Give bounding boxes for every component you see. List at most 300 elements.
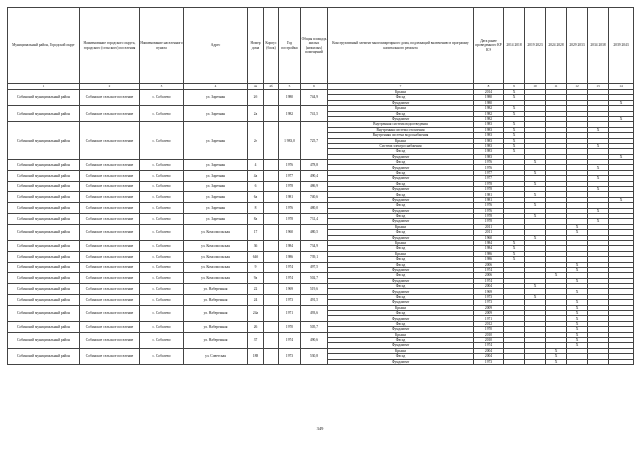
column-header: Номер дома	[248, 8, 264, 84]
period-cell: X	[546, 354, 567, 359]
house-house-cell: 9	[248, 262, 264, 273]
house-area-cell: 491,5	[301, 294, 328, 305]
period-cell: X	[567, 300, 588, 305]
house-block-cell	[264, 181, 279, 192]
element-name-cell: Крыша	[328, 240, 474, 245]
house-settlement-cell: Собинское сельское поселение	[80, 160, 140, 171]
repair-date-cell: 1973	[474, 359, 504, 364]
period-cell: X	[504, 257, 525, 262]
period-cell	[525, 359, 546, 364]
house-area-cell: 480,5	[301, 224, 328, 240]
column-number: 8	[474, 84, 504, 90]
house-block-cell	[264, 192, 279, 203]
column-number: 10	[525, 84, 546, 90]
house-settlement-cell: Собинское сельское поселение	[80, 181, 140, 192]
element-name-cell: Крыша	[328, 332, 474, 337]
header-row	[8, 8, 634, 84]
house-year-cell: 1986	[279, 251, 301, 262]
house-block-cell	[264, 321, 279, 332]
element-name-cell: Фундамент	[328, 154, 474, 159]
house-house-cell: 22	[248, 284, 264, 295]
period-cell: X	[525, 235, 546, 240]
house-settlement-cell: Собинское сельское поселение	[80, 90, 140, 106]
period-cell: X	[609, 154, 634, 159]
repair-date-cell: 1971	[474, 316, 504, 321]
element-name-cell: Фундамент	[328, 359, 474, 364]
house-block-cell	[264, 90, 279, 106]
house-street-cell: ул. Заречная	[184, 106, 248, 122]
repair-date-cell: 1983	[474, 149, 504, 154]
house-settlement-cell: Собинское сельское поселение	[80, 321, 140, 332]
element-name-cell: Фундамент	[328, 300, 474, 305]
house-block-cell	[264, 240, 279, 251]
element-name-cell: Фасад	[328, 246, 474, 251]
house-locality-cell: с. Соболево	[140, 294, 184, 305]
house-area-cell: 734,9	[301, 240, 328, 251]
element-name-cell: Внутренняя система водоотведения	[328, 122, 474, 127]
house-street-cell: ул. Заречная	[184, 192, 248, 203]
element-name-cell: Фасад	[328, 181, 474, 186]
period-cell: X	[588, 143, 609, 148]
house-year-cell: 1980	[279, 90, 301, 106]
house-house-cell: 6а	[248, 192, 264, 203]
house-block-cell	[264, 213, 279, 224]
house-house-cell: 64б	[248, 251, 264, 262]
repair-date-cell: 1983	[474, 154, 504, 159]
repair-date-cell: 1970	[474, 327, 504, 332]
house-block-cell	[264, 348, 279, 364]
column-number: 7	[328, 84, 474, 90]
element-name-cell: Фасад	[328, 337, 474, 342]
house-area-cell: 519,6	[301, 284, 328, 295]
column-number: 9	[504, 84, 525, 90]
repair-date-cell: 2006	[474, 273, 504, 278]
house-area-cell: 740,6	[301, 192, 328, 203]
table-body	[8, 84, 634, 365]
period-cell	[567, 359, 588, 364]
house-year-cell: 1984	[279, 240, 301, 251]
house-settlement-cell: Собинское сельское поселение	[80, 106, 140, 122]
repair-date-cell: 2011	[474, 230, 504, 235]
repair-date-cell: 1982	[474, 111, 504, 116]
house-district-cell: Собинский муниципальный район	[8, 170, 80, 181]
house-block-cell	[264, 305, 279, 321]
period-cell: X	[567, 224, 588, 229]
repair-date-cell: 1973	[474, 294, 504, 299]
house-year-cell: 1969	[279, 284, 301, 295]
house-area-cell: 478,8	[301, 160, 328, 171]
period-cell	[609, 359, 634, 364]
repair-date-cell: 1978	[474, 219, 504, 224]
column-number: 11	[546, 84, 567, 90]
column-header: 2034 2038	[588, 8, 609, 84]
house-district-cell: Собинский муниципальный район	[8, 106, 80, 122]
house-settlement-cell: Собинское сельское поселение	[80, 294, 140, 305]
house-block-cell	[264, 273, 279, 284]
element-name-cell: Фундамент	[328, 327, 474, 332]
house-street-cell: ул. Комсомольская	[184, 262, 248, 273]
house-locality-cell: с. Соболево	[140, 106, 184, 122]
element-name-cell: Фасад	[328, 160, 474, 165]
column-header: 2014 2018	[504, 8, 525, 84]
period-cell: X	[525, 160, 546, 165]
house-district-cell: Собинский муниципальный район	[8, 262, 80, 273]
house-settlement-cell: Собинское сельское поселение	[80, 332, 140, 348]
period-cell: X	[504, 90, 525, 95]
house-locality-cell: с. Соболево	[140, 181, 184, 192]
house-house-cell: 188	[248, 348, 264, 364]
period-cell: X	[588, 208, 609, 213]
house-locality-cell: с. Соболево	[140, 284, 184, 295]
house-street-cell: ул. Заречная	[184, 160, 248, 171]
repair-date-cell: 1978	[474, 181, 504, 186]
column-header: Конструктивный элемент многоквартирного дома, подлежащий включению в программу капитального ремонта	[328, 8, 474, 84]
house-settlement-cell: Собинское сельское поселение	[80, 192, 140, 203]
repair-date-cell: 1983	[474, 143, 504, 148]
house-area-cell: 480,0	[301, 203, 328, 214]
house-year-cell: 1978	[279, 181, 301, 192]
element-name-cell: Фундамент	[328, 165, 474, 170]
period-cell: X	[504, 251, 525, 256]
house-street-cell: ул. Набережная	[184, 284, 248, 295]
column-number: 12	[567, 84, 588, 90]
house-block-cell	[264, 203, 279, 214]
house-street-cell: ул. Заречная	[184, 122, 248, 160]
column-number: 5	[279, 84, 301, 90]
house-locality-cell: с. Соболево	[140, 262, 184, 273]
page-number: 349	[316, 426, 324, 431]
period-cell: X	[525, 203, 546, 208]
element-name-cell: Фундамент	[328, 343, 474, 348]
house-house-cell: 8	[248, 203, 264, 214]
period-cell: X	[567, 311, 588, 316]
element-name-cell: Фасад	[328, 149, 474, 154]
period-cell: X	[567, 327, 588, 332]
repair-date-cell: 1974	[474, 343, 504, 348]
repair-date-cell: 1983	[474, 138, 504, 143]
period-cell: X	[504, 133, 525, 138]
house-settlement-cell: Собинское сельское поселение	[80, 251, 140, 262]
house-area-cell: 502,7	[301, 273, 328, 284]
period-cell: X	[525, 294, 546, 299]
house-house-cell: 17	[248, 224, 264, 240]
house-district-cell: Собинский муниципальный район	[8, 305, 80, 321]
repair-date-cell: 1983	[474, 127, 504, 132]
period-cell: X	[504, 246, 525, 251]
house-year-cell: 1970	[279, 321, 301, 332]
element-name-cell: Фундамент	[328, 267, 474, 272]
house-area-cell: 741,5	[301, 106, 328, 122]
house-district-cell: Собинский муниципальный район	[8, 213, 80, 224]
house-district-cell: Собинский муниципальный район	[8, 160, 80, 171]
repair-date-cell: 2010	[474, 332, 504, 337]
column-header: Адрес	[184, 8, 248, 84]
period-cell: X	[504, 143, 525, 148]
house-area-cell: 725,7	[301, 122, 328, 160]
element-name-cell: Фасад	[328, 192, 474, 197]
repair-date-cell: 2012	[474, 321, 504, 326]
element-name-cell: Фасад	[328, 262, 474, 267]
repair-date-cell: 1976	[474, 203, 504, 208]
repair-date-cell: 2011	[474, 224, 504, 229]
column-number: 4а	[248, 84, 264, 90]
house-block-cell	[264, 284, 279, 295]
repair-date-cell: 2010	[474, 337, 504, 342]
period-cell: X	[504, 95, 525, 100]
house-street-cell: ул. Советская	[184, 348, 248, 364]
house-street-cell: ул. Заречная	[184, 170, 248, 181]
house-area-cell: 486,9	[301, 181, 328, 192]
house-year-cell: 1976	[279, 203, 301, 214]
house-district-cell: Собинский муниципальный район	[8, 348, 80, 364]
element-name-cell: Крыша	[328, 348, 474, 353]
repair-date-cell: 1969	[474, 289, 504, 294]
house-area-cell: 490,6	[301, 332, 328, 348]
house-settlement-cell: Собинское сельское поселение	[80, 305, 140, 321]
period-cell	[588, 359, 609, 364]
element-name-cell: Крыша	[328, 90, 474, 95]
period-cell: X	[504, 138, 525, 143]
element-name-cell: Крыша	[328, 138, 474, 143]
house-locality-cell: с. Соболево	[140, 240, 184, 251]
house-district-cell: Собинский муниципальный район	[8, 294, 80, 305]
element-name-cell: Крыша	[328, 305, 474, 310]
element-name-cell: Фундамент	[328, 235, 474, 240]
repair-date-cell: 2004	[474, 354, 504, 359]
house-area-cell: 530,8	[301, 348, 328, 364]
house-year-cell: 1976	[279, 160, 301, 171]
column-header: 2039 2043	[609, 8, 634, 84]
period-cell: X	[567, 267, 588, 272]
column-header: Наименование городского округа, городского (сельского) поселения	[80, 8, 140, 84]
house-street-cell: ул. Заречная	[184, 90, 248, 106]
repair-date-cell: 1976	[474, 208, 504, 213]
period-cell: X	[504, 127, 525, 132]
house-district-cell: Собинский муниципальный район	[8, 273, 80, 284]
house-locality-cell: с. Соболево	[140, 332, 184, 348]
element-name-cell: Фасад	[328, 284, 474, 289]
house-district-cell: Собинский муниципальный район	[8, 224, 80, 240]
element-name-cell: Фасад	[328, 273, 474, 278]
repair-date-cell: 1983	[474, 133, 504, 138]
repair-date-cell: 1974	[474, 278, 504, 283]
house-area-cell: 497,5	[301, 262, 328, 273]
house-street-cell: ул. Набережная	[184, 305, 248, 321]
repair-date-cell: 1977	[474, 170, 504, 175]
period-cell: X	[546, 359, 567, 364]
repair-date-cell: 1976	[474, 160, 504, 165]
house-street-cell: ул. Набережная	[184, 321, 248, 332]
house-house-cell: 2г	[248, 122, 264, 160]
repair-date-cell: 2006	[474, 262, 504, 267]
house-locality-cell: с. Соболево	[140, 160, 184, 171]
house-year-cell: 1973	[279, 348, 301, 364]
element-name-cell: Фундамент	[328, 316, 474, 321]
period-cell	[504, 359, 525, 364]
period-cell: X	[588, 176, 609, 181]
house-locality-cell: с. Соболево	[140, 203, 184, 214]
element-name-cell: Фундамент	[328, 219, 474, 224]
repair-date-cell: 1980	[474, 100, 504, 105]
repair-date-cell: 2014	[474, 90, 504, 95]
house-house-cell: 4	[248, 160, 264, 171]
period-cell: X	[609, 116, 634, 121]
house-locality-cell: с. Соболево	[140, 213, 184, 224]
element-name-cell: Фундамент	[328, 176, 474, 181]
house-year-cell: 1974	[279, 332, 301, 348]
house-street-cell: ул. Комсомольская	[184, 224, 248, 240]
period-cell: X	[504, 149, 525, 154]
house-street-cell: ул. Комсомольская	[184, 273, 248, 284]
period-cell: X	[567, 278, 588, 283]
house-street-cell: ул. Заречная	[184, 213, 248, 224]
repair-date-cell: 1982	[474, 116, 504, 121]
period-cell: X	[588, 165, 609, 170]
repair-date-cell: 2009	[474, 305, 504, 310]
period-cell: X	[609, 197, 634, 202]
house-locality-cell: с. Соболево	[140, 224, 184, 240]
house-block-cell	[264, 251, 279, 262]
element-name-cell: Фундамент	[328, 187, 474, 192]
house-district-cell: Собинский муниципальный район	[8, 321, 80, 332]
repair-date-cell: 1978	[474, 213, 504, 218]
element-name-cell: Фасад	[328, 230, 474, 235]
house-settlement-cell: Собинское сельское поселение	[80, 170, 140, 181]
period-cell: X	[525, 284, 546, 289]
period-cell: X	[609, 100, 634, 105]
house-block-cell	[264, 122, 279, 160]
repair-date-cell: 1984	[474, 240, 504, 245]
repair-date-cell: 1980	[474, 95, 504, 100]
period-cell: X	[504, 240, 525, 245]
house-settlement-cell: Собинское сельское поселение	[80, 240, 140, 251]
element-name-cell: Внутренняя система водоснабжения	[328, 133, 474, 138]
column-header: Муниципальный район, Городской округ	[8, 8, 80, 84]
column-number: 14	[609, 84, 634, 90]
period-cell: X	[546, 348, 567, 353]
period-cell: X	[567, 337, 588, 342]
period-cell: X	[588, 187, 609, 192]
column-header: Корпус (блок)	[264, 8, 279, 84]
house-house-cell: 36	[248, 240, 264, 251]
house-locality-cell: с. Соболево	[140, 90, 184, 106]
period-cell: X	[588, 127, 609, 132]
column-header: Дата ранее проведенного КР КЭ	[474, 8, 504, 84]
house-year-cell: 1960	[279, 224, 301, 240]
house-locality-cell: с. Соболево	[140, 170, 184, 181]
house-area-cell: 739,1	[301, 251, 328, 262]
period-cell: X	[504, 122, 525, 127]
house-year-cell: 1974	[279, 262, 301, 273]
house-locality-cell: с. Соболево	[140, 192, 184, 203]
house-district-cell: Собинский муниципальный район	[8, 122, 80, 160]
house-house-cell: 24а	[248, 305, 264, 321]
house-block-cell	[264, 106, 279, 122]
house-house-cell: 2а	[248, 106, 264, 122]
column-header: Год постройки	[279, 8, 301, 84]
house-district-cell: Собинский муниципальный район	[8, 203, 80, 214]
column-header: 2019 2023	[525, 8, 546, 84]
period-cell: X	[567, 316, 588, 321]
house-street-cell: ул. Заречная	[184, 203, 248, 214]
house-block-cell	[264, 224, 279, 240]
house-area-cell: 493,6	[301, 305, 328, 321]
element-name-cell: Крыша	[328, 224, 474, 229]
element-name-cell: Внутренняя система отопления	[328, 127, 474, 132]
house-locality-cell: с. Соболево	[140, 273, 184, 284]
house-house-cell: 9а	[248, 273, 264, 284]
house-block-cell	[264, 170, 279, 181]
house-area-cell: 505,7	[301, 321, 328, 332]
period-cell: X	[504, 111, 525, 116]
house-locality-cell: с. Соболево	[140, 305, 184, 321]
column-header: Общая площадь жилых (нежилых) помещений	[301, 8, 328, 84]
column-header: Наименование населенного пункта	[140, 8, 184, 84]
repair-date-cell: 1973	[474, 300, 504, 305]
repair-date-cell: 1981	[474, 197, 504, 202]
house-house-cell: 24	[248, 294, 264, 305]
house-locality-cell: с. Соболево	[140, 348, 184, 364]
column-header: 2029 2033	[567, 8, 588, 84]
column-number: 4	[184, 84, 248, 90]
house-district-cell: Собинский муниципальный район	[8, 181, 80, 192]
house-settlement-cell: Собинское сельское поселение	[80, 348, 140, 364]
house-locality-cell: с. Соболево	[140, 122, 184, 160]
period-cell: X	[504, 106, 525, 111]
period-cell: X	[525, 213, 546, 218]
repair-date-cell: 1976	[474, 165, 504, 170]
house-street-cell: ул. Заречная	[184, 181, 248, 192]
element-name-cell: Фасад	[328, 321, 474, 326]
house-year-cell: 1 983,0	[279, 122, 301, 160]
house-street-cell: ул. Набережная	[184, 294, 248, 305]
house-year-cell: 1982	[279, 106, 301, 122]
house-house-cell: 8а	[248, 213, 264, 224]
element-name-cell: Фундамент	[328, 197, 474, 202]
period-cell: X	[525, 181, 546, 186]
house-street-cell: ул. Комсомольская	[184, 240, 248, 251]
period-cell: X	[567, 343, 588, 348]
period-cell: X	[567, 332, 588, 337]
capital-repair-table	[7, 7, 634, 365]
house-settlement-cell: Собинское сельское поселение	[80, 273, 140, 284]
house-block-cell	[264, 160, 279, 171]
element-name-cell: Крыша	[328, 106, 474, 111]
house-year-cell: 1974	[279, 273, 301, 284]
house-locality-cell: с. Соболево	[140, 321, 184, 332]
repair-date-cell: 1986	[474, 257, 504, 262]
repair-date-cell: 1983	[474, 122, 504, 127]
element-name-cell: Фасад	[328, 311, 474, 316]
house-year-cell: 1981	[279, 192, 301, 203]
repair-date-cell: 1977	[474, 176, 504, 181]
house-settlement-cell: Собинское сельское поселение	[80, 224, 140, 240]
column-number: 4б	[264, 84, 279, 90]
period-cell: X	[588, 219, 609, 224]
house-settlement-cell: Собинское сельское поселение	[80, 284, 140, 295]
house-district-cell: Собинский муниципальный район	[8, 240, 80, 251]
repair-date-cell: 1982	[474, 106, 504, 111]
house-district-cell: Собинский муниципальный район	[8, 284, 80, 295]
period-cell: X	[567, 262, 588, 267]
house-year-cell: 1978	[279, 213, 301, 224]
element-name-cell: Фундамент	[328, 116, 474, 121]
house-area-cell: 744,9	[301, 90, 328, 106]
period-cell: X	[567, 230, 588, 235]
house-street-cell: ул. Набережная	[184, 332, 248, 348]
column-number: 2	[80, 84, 140, 90]
column-number: 1	[8, 84, 80, 90]
